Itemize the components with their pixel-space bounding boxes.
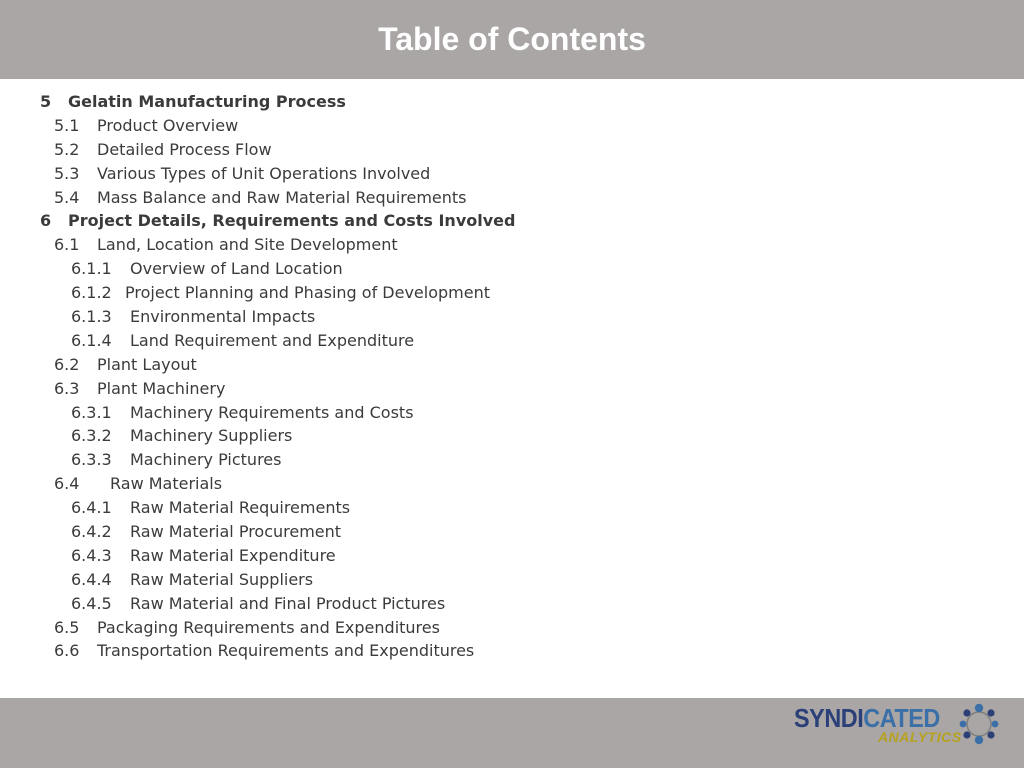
toc-entry	[0, 138, 1024, 162]
toc-entry	[0, 568, 1024, 592]
table-of-contents	[0, 90, 1024, 663]
toc-entry-text: Plant Machinery	[97, 378, 226, 398]
logo-wordmark-part-b: CATED	[863, 703, 940, 733]
toc-entry	[0, 90, 1024, 114]
toc-entry	[0, 377, 1024, 401]
toc-entry	[0, 281, 1024, 305]
toc-entry	[0, 520, 1024, 544]
toc-entry	[0, 639, 1024, 663]
toc-entry-number: 6.4.4	[71, 569, 112, 589]
syndicated-analytics-logo	[794, 703, 1004, 749]
toc-entry	[0, 233, 1024, 257]
toc-entry	[0, 114, 1024, 138]
ring-of-dots-logo-icon	[958, 703, 1000, 745]
toc-entry-text: Transportation Requirements and Expenditures	[97, 641, 475, 661]
toc-entry-text: Land, Location and Site Development	[97, 235, 398, 255]
toc-entry-text: Raw Material Procurement	[130, 522, 342, 542]
toc-entry-number: 6.3.2	[71, 426, 112, 446]
toc-entry-number: 5.1	[54, 115, 80, 135]
toc-entry	[0, 257, 1024, 281]
logo-wordmark-part-a: SYNDI	[794, 703, 864, 733]
toc-entry	[0, 472, 1024, 496]
toc-entry-number: 6.4.5	[71, 593, 112, 613]
toc-entry-text: Raw Materials	[110, 474, 223, 494]
toc-entry	[0, 592, 1024, 616]
toc-entry-text: Raw Material and Final Product Pictures	[130, 593, 446, 613]
toc-entry-number: 6.2	[54, 354, 80, 374]
toc-entry-number: 6.4.3	[71, 545, 112, 565]
toc-entry-number: 6.5	[54, 617, 80, 637]
toc-entry-number: 6	[40, 211, 52, 231]
toc-entry-number: 6.1.3	[71, 307, 112, 327]
toc-entry-number: 6.3	[54, 378, 80, 398]
toc-entry-text: Mass Balance and Raw Material Requirements	[97, 187, 467, 207]
toc-entry	[0, 305, 1024, 329]
toc-entry-text: Machinery Pictures	[130, 450, 282, 470]
toc-entry	[0, 209, 1024, 233]
toc-entry-number: 5.3	[54, 163, 80, 183]
toc-entry-number: 6.4.1	[71, 498, 112, 518]
toc-entry-number: 5.4	[54, 187, 80, 207]
toc-entry-text: Product Overview	[97, 115, 239, 135]
toc-entry-number: 6.1.2	[71, 283, 112, 303]
toc-entry-number: 5	[40, 92, 52, 111]
toc-entry-text: Raw Material Requirements	[130, 498, 351, 518]
toc-entry	[0, 544, 1024, 568]
toc-entry-text: Project Details, Requirements and Costs Involved	[68, 211, 516, 231]
toc-entry-text: Raw Material Expenditure	[130, 545, 336, 565]
toc-entry-number: 6.6	[54, 641, 80, 661]
toc-entry	[0, 424, 1024, 448]
toc-entry-number: 5.2	[54, 139, 80, 159]
toc-entry-number: 6.4.2	[71, 522, 112, 542]
toc-entry-number: 6.3.1	[71, 402, 112, 422]
toc-entry-text: Environmental Impacts	[130, 307, 316, 327]
toc-entry-text: Detailed Process Flow	[97, 139, 272, 159]
toc-entry-number: 6.1.4	[71, 330, 112, 350]
toc-entry-number: 6.3.3	[71, 450, 112, 470]
toc-entry	[0, 186, 1024, 210]
toc-entry	[0, 616, 1024, 640]
toc-entry-text: Raw Material Suppliers	[130, 569, 314, 589]
toc-entry-text: Project Planning and Phasing of Development	[125, 283, 490, 303]
toc-entry	[0, 448, 1024, 472]
toc-entry	[0, 401, 1024, 425]
toc-entry-number: 6.1.1	[71, 259, 112, 279]
toc-entry-text: Machinery Requirements and Costs	[130, 402, 414, 422]
toc-entry-text: Overview of Land Location	[130, 259, 343, 279]
toc-entry-text: Machinery Suppliers	[130, 426, 293, 446]
logo-tagline: ANALYTICS	[878, 729, 962, 745]
header-bar	[0, 0, 1024, 79]
toc-entry	[0, 329, 1024, 353]
toc-entry-text: Packaging Requirements and Expenditures	[97, 617, 440, 637]
toc-entry-text: Gelatin Manufacturing Process	[68, 92, 346, 111]
toc-entry	[0, 496, 1024, 520]
toc-entry	[0, 353, 1024, 377]
toc-entry-text: Land Requirement and Expenditure	[130, 330, 415, 350]
toc-entry-number: 6.4	[54, 474, 80, 494]
toc-entry	[0, 162, 1024, 186]
toc-entry-number: 6.1	[54, 235, 80, 255]
page-title: Table of Contents	[378, 21, 646, 57]
toc-entry-text: Various Types of Unit Operations Involved	[97, 163, 431, 183]
toc-entry-text: Plant Layout	[97, 354, 197, 374]
